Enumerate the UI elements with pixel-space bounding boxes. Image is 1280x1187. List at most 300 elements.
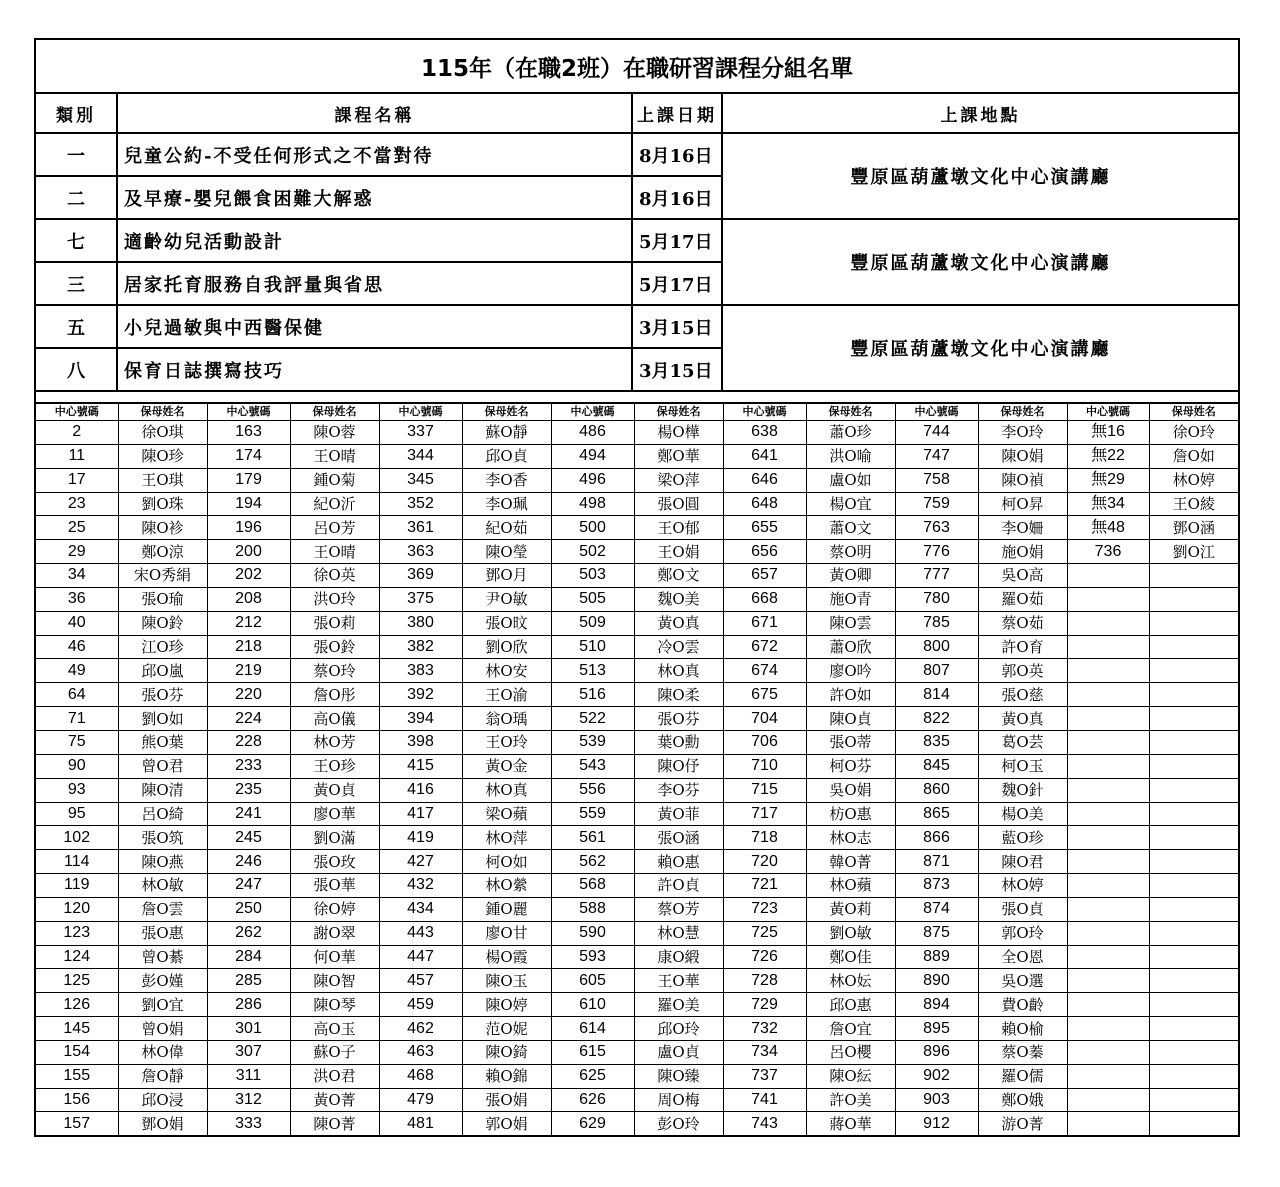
caregiver-code: 398 [379,730,462,754]
caregiver-code: 126 [35,993,118,1017]
table-row [35,945,1239,969]
caregiver-name: 楊O樺 [634,421,723,445]
caregiver-name: 廖O甘 [462,921,551,945]
caregiver-code [1067,945,1149,969]
table-row [35,659,1239,683]
caregiver-name: 施O青 [806,587,895,611]
roster-header-name: 保母姓名 [462,403,551,421]
caregiver-code: 285 [207,969,290,993]
caregiver-code: 363 [379,540,462,564]
caregiver-code: 392 [379,683,462,707]
caregiver-name: 劉O滿 [290,826,379,850]
caregiver-code: 657 [723,564,806,588]
caregiver-code: 95 [35,802,118,826]
caregiver-name: 王O晴 [290,444,379,468]
caregiver-name: 詹O雲 [118,897,207,921]
caregiver-code: 443 [379,921,462,945]
table-row [35,969,1239,993]
caregiver-name: 魏O美 [634,587,723,611]
caregiver-code: 220 [207,683,290,707]
caregiver-code: 614 [551,1017,634,1041]
caregiver-name: 王O渝 [462,683,551,707]
caregiver-code [1067,1017,1149,1041]
course-date: 5月17日 [632,262,722,305]
caregiver-code: 717 [723,802,806,826]
course-location: 豐原區葫蘆墩文化中心演講廳 [722,305,1239,391]
caregiver-name [1149,659,1239,683]
course-header-row [35,93,1239,133]
caregiver-code: 873 [895,874,978,898]
caregiver-name: 劉O敏 [806,921,895,945]
caregiver-code: 23 [35,492,118,516]
caregiver-name: 江O珍 [118,635,207,659]
caregiver-code [1067,611,1149,635]
caregiver-code: 875 [895,921,978,945]
caregiver-code: 672 [723,635,806,659]
roster-header-name: 保母姓名 [978,403,1067,421]
caregiver-code: 212 [207,611,290,635]
caregiver-name: 張O玫 [290,850,379,874]
caregiver-code: 732 [723,1017,806,1041]
caregiver-code: 822 [895,707,978,731]
caregiver-name [1149,1017,1239,1041]
course-location: 豐原區葫蘆墩文化中心演講廳 [722,219,1239,305]
course-date: 8月16日 [632,133,722,176]
caregiver-name: 林O敏 [118,874,207,898]
caregiver-code: 312 [207,1088,290,1112]
caregiver-code [1067,874,1149,898]
caregiver-name: 韓O菁 [806,850,895,874]
table-row [35,1064,1239,1088]
caregiver-name: 邱O浸 [118,1088,207,1112]
caregiver-code: 333 [207,1112,290,1136]
caregiver-code: 無29 [1067,468,1149,492]
caregiver-code: 75 [35,730,118,754]
caregiver-code: 625 [551,1064,634,1088]
caregiver-code: 93 [35,778,118,802]
caregiver-code: 845 [895,754,978,778]
caregiver-name: 詹O靜 [118,1064,207,1088]
caregiver-name: 范O妮 [462,1017,551,1041]
course-row [35,133,1239,176]
caregiver-code [1067,850,1149,874]
caregiver-code: 894 [895,993,978,1017]
caregiver-name: 黃O金 [462,754,551,778]
caregiver-code: 468 [379,1064,462,1088]
caregiver-code: 588 [551,897,634,921]
caregiver-code: 34 [35,564,118,588]
caregiver-code: 352 [379,492,462,516]
caregiver-name: 羅O茹 [978,587,1067,611]
caregiver-name: 洪O玲 [290,587,379,611]
caregiver-code: 593 [551,945,634,969]
table-row [35,611,1239,635]
caregiver-code: 668 [723,587,806,611]
caregiver-code: 154 [35,1040,118,1064]
caregiver-name [1149,683,1239,707]
caregiver-code: 40 [35,611,118,635]
caregiver-code: 284 [207,945,290,969]
caregiver-name: 費O齡 [978,993,1067,1017]
caregiver-name: 張O圓 [634,492,723,516]
course-date: 5月17日 [632,219,722,262]
caregiver-name: 劉O江 [1149,540,1239,564]
caregiver-name: 柯O如 [462,850,551,874]
caregiver-name: 吳O高 [978,564,1067,588]
caregiver-name: 魏O針 [978,778,1067,802]
caregiver-name: 陳O玉 [462,969,551,993]
caregiver-name: 王O珍 [290,754,379,778]
caregiver-name: 詹O彤 [290,683,379,707]
table-row [35,444,1239,468]
caregiver-name [1149,945,1239,969]
caregiver-code: 655 [723,516,806,540]
caregiver-code: 145 [35,1017,118,1041]
caregiver-name: 張O鈴 [290,635,379,659]
caregiver-name: 冷O雲 [634,635,723,659]
roster-header-code: 中心號碼 [551,403,634,421]
caregiver-code: 510 [551,635,634,659]
caregiver-code: 156 [35,1088,118,1112]
caregiver-name [1149,1064,1239,1088]
caregiver-code: 503 [551,564,634,588]
caregiver-code: 704 [723,707,806,731]
caregiver-name: 張O涵 [634,826,723,850]
caregiver-code: 71 [35,707,118,731]
caregiver-code: 123 [35,921,118,945]
caregiver-name: 邱O惠 [806,993,895,1017]
caregiver-code: 500 [551,516,634,540]
caregiver-code [1067,993,1149,1017]
caregiver-code: 29 [35,540,118,564]
caregiver-name: 柯O玉 [978,754,1067,778]
roster-header-code: 中心號碼 [379,403,462,421]
caregiver-name: 林O縈 [462,874,551,898]
caregiver-code: 896 [895,1040,978,1064]
caregiver-name: 林O真 [634,659,723,683]
caregiver-name: 陳O清 [118,778,207,802]
caregiver-code [1067,635,1149,659]
caregiver-code: 509 [551,611,634,635]
caregiver-name: 賴O榆 [978,1017,1067,1041]
page-title: 115年（在職2班）在職研習課程分組名單 [35,39,1239,93]
caregiver-code: 513 [551,659,634,683]
caregiver-name: 陳O鈴 [118,611,207,635]
table-row [35,1112,1239,1136]
caregiver-code: 無22 [1067,444,1149,468]
caregiver-code: 479 [379,1088,462,1112]
caregiver-code: 459 [379,993,462,1017]
caregiver-name: 王O晴 [290,540,379,564]
caregiver-name: 高O儀 [290,707,379,731]
caregiver-code: 559 [551,802,634,826]
caregiver-code: 481 [379,1112,462,1136]
caregiver-code: 871 [895,850,978,874]
caregiver-name: 張O惠 [118,921,207,945]
caregiver-code: 706 [723,730,806,754]
caregiver-name: 柯O芬 [806,754,895,778]
caregiver-name: 林O蘋 [806,874,895,898]
caregiver-code: 671 [723,611,806,635]
caregiver-code: 743 [723,1112,806,1136]
caregiver-name: 王O華 [634,969,723,993]
course-date: 3月15日 [632,305,722,348]
caregiver-code: 416 [379,778,462,802]
caregiver-name: 鄧O月 [462,564,551,588]
course-category: 八 [35,348,117,391]
caregiver-code: 903 [895,1088,978,1112]
caregiver-code: 200 [207,540,290,564]
caregiver-name: 邱O嵐 [118,659,207,683]
caregiver-name [1149,969,1239,993]
caregiver-name: 張O蒂 [806,730,895,754]
caregiver-code: 17 [35,468,118,492]
caregiver-name: 陳O琴 [290,993,379,1017]
caregiver-name: 郭O娟 [462,1112,551,1136]
caregiver-code: 737 [723,1064,806,1088]
caregiver-name: 黃O菲 [634,802,723,826]
caregiver-code: 874 [895,897,978,921]
caregiver-name: 蘇O靜 [462,421,551,445]
caregiver-name: 洪O喻 [806,444,895,468]
roster-header-code: 中心號碼 [723,403,806,421]
caregiver-name: 李O珮 [462,492,551,516]
caregiver-code: 729 [723,993,806,1017]
caregiver-code: 無48 [1067,516,1149,540]
caregiver-code: 626 [551,1088,634,1112]
caregiver-name: 施O娟 [978,540,1067,564]
caregiver-name: 盧O如 [806,468,895,492]
caregiver-code: 522 [551,707,634,731]
caregiver-code [1067,707,1149,731]
caregiver-name: 陳O伃 [634,754,723,778]
caregiver-code: 889 [895,945,978,969]
caregiver-code: 157 [35,1112,118,1136]
caregiver-code [1067,1040,1149,1064]
roster-header-code: 中心號碼 [1067,403,1149,421]
caregiver-code: 556 [551,778,634,802]
caregiver-name: 陳O禎 [978,468,1067,492]
roster-header-code: 中心號碼 [207,403,290,421]
caregiver-code: 219 [207,659,290,683]
caregiver-name: 鄭O涼 [118,540,207,564]
caregiver-code: 638 [723,421,806,445]
caregiver-code: 741 [723,1088,806,1112]
caregiver-code: 800 [895,635,978,659]
caregiver-code: 262 [207,921,290,945]
caregiver-code: 776 [895,540,978,564]
caregiver-code: 233 [207,754,290,778]
caregiver-code: 無16 [1067,421,1149,445]
caregiver-code: 155 [35,1064,118,1088]
caregiver-name: 蕭O欣 [806,635,895,659]
caregiver-name [1149,874,1239,898]
caregiver-code: 463 [379,1040,462,1064]
caregiver-code: 462 [379,1017,462,1041]
caregiver-name [1149,707,1239,731]
caregiver-code: 494 [551,444,634,468]
caregiver-name [1149,754,1239,778]
caregiver-name: 宋O秀絹 [118,564,207,588]
header-course: 課程名稱 [117,93,632,133]
caregiver-name: 彭O玲 [634,1112,723,1136]
caregiver-name: 游O菁 [978,1112,1067,1136]
table-row [35,707,1239,731]
caregiver-code [1067,969,1149,993]
caregiver-code: 605 [551,969,634,993]
caregiver-name: 彭O嫤 [118,969,207,993]
caregiver-code: 11 [35,444,118,468]
caregiver-code [1067,826,1149,850]
caregiver-name: 郭O英 [978,659,1067,683]
course-category: 一 [35,133,117,176]
table-row [35,921,1239,945]
table-row [35,492,1239,516]
caregiver-name: 許O如 [806,683,895,707]
caregiver-name: 陳O瑩 [462,540,551,564]
caregiver-code: 656 [723,540,806,564]
caregiver-name: 林O萍 [462,826,551,850]
caregiver-name: 鄧O涵 [1149,516,1239,540]
caregiver-name: 張O瑜 [118,587,207,611]
caregiver-code: 361 [379,516,462,540]
caregiver-name: 賴O惠 [634,850,723,874]
caregiver-code: 539 [551,730,634,754]
caregiver-code: 744 [895,421,978,445]
caregiver-code: 36 [35,587,118,611]
caregiver-name: 陳O雲 [806,611,895,635]
header-location: 上課地點 [722,93,1239,133]
caregiver-name: 羅O儒 [978,1064,1067,1088]
course-name: 小兒過敏與中西醫保健 [117,305,632,348]
caregiver-name [1149,635,1239,659]
caregiver-code: 235 [207,778,290,802]
caregiver-code: 866 [895,826,978,850]
caregiver-code: 674 [723,659,806,683]
caregiver-code: 759 [895,492,978,516]
table-row [35,874,1239,898]
caregiver-name: 康O緞 [634,945,723,969]
caregiver-code: 383 [379,659,462,683]
caregiver-code: 505 [551,587,634,611]
caregiver-code [1067,659,1149,683]
caregiver-name: 李O玲 [978,421,1067,445]
caregiver-name: 蕭O文 [806,516,895,540]
caregiver-code [1067,921,1149,945]
caregiver-name: 楊O霞 [462,945,551,969]
caregiver-name: 林O婷 [978,874,1067,898]
caregiver-name: 陳O蓉 [290,421,379,445]
caregiver-code: 646 [723,468,806,492]
caregiver-code: 90 [35,754,118,778]
caregiver-name: 賴O錦 [462,1064,551,1088]
caregiver-code: 301 [207,1017,290,1041]
caregiver-name: 王O玲 [462,730,551,754]
caregiver-name [1149,1040,1239,1064]
table-row [35,587,1239,611]
caregiver-code: 228 [207,730,290,754]
caregiver-code: 561 [551,826,634,850]
caregiver-name: 柯O昇 [978,492,1067,516]
caregiver-code: 196 [207,516,290,540]
caregiver-name: 陳O燕 [118,850,207,874]
caregiver-code: 785 [895,611,978,635]
caregiver-code: 835 [895,730,978,754]
caregiver-name: 周O梅 [634,1088,723,1112]
course-date: 8月16日 [632,176,722,219]
caregiver-name: 洪O君 [290,1064,379,1088]
caregiver-name: 盧O貞 [634,1040,723,1064]
table-row [35,540,1239,564]
caregiver-code: 163 [207,421,290,445]
caregiver-name: 鍾O麗 [462,897,551,921]
caregiver-code: 2 [35,421,118,445]
caregiver-code: 419 [379,826,462,850]
caregiver-code [1067,802,1149,826]
caregiver-code: 895 [895,1017,978,1041]
caregiver-name: 林O真 [462,778,551,802]
caregiver-name: 黃O真 [978,707,1067,731]
course-category: 七 [35,219,117,262]
caregiver-name: 詹O宜 [806,1017,895,1041]
caregiver-code: 814 [895,683,978,707]
caregiver-name: 許O貞 [634,874,723,898]
caregiver-code: 723 [723,897,806,921]
caregiver-name: 高O玉 [290,1017,379,1041]
table-row [35,754,1239,778]
caregiver-name: 曾O綦 [118,945,207,969]
caregiver-name: 張O芬 [118,683,207,707]
caregiver-code: 208 [207,587,290,611]
caregiver-name: 張O筑 [118,826,207,850]
table-row [35,1088,1239,1112]
course-date: 3月15日 [632,348,722,391]
caregiver-name: 蔡O玲 [290,659,379,683]
caregiver-name: 呂O芳 [290,516,379,540]
caregiver-code: 119 [35,874,118,898]
caregiver-name: 紀O沂 [290,492,379,516]
course-row [35,219,1239,262]
course-table [34,38,1240,402]
caregiver-code: 179 [207,468,290,492]
table-row [35,635,1239,659]
caregiver-code: 246 [207,850,290,874]
caregiver-name: 葛O芸 [978,730,1067,754]
caregiver-name: 紀O茹 [462,516,551,540]
caregiver-name: 郭O玲 [978,921,1067,945]
course-name: 適齡幼兒活動設計 [117,219,632,262]
roster-sheet [34,38,1238,1137]
caregiver-name [1149,802,1239,826]
caregiver-name: 劉O欣 [462,635,551,659]
caregiver-code: 218 [207,635,290,659]
caregiver-code: 345 [379,468,462,492]
caregiver-name: 林O婷 [1149,468,1239,492]
caregiver-code: 562 [551,850,634,874]
caregiver-code: 25 [35,516,118,540]
caregiver-roster-table [34,402,1240,1137]
caregiver-name [1149,850,1239,874]
caregiver-code: 725 [723,921,806,945]
caregiver-name [1149,587,1239,611]
caregiver-name: 許O育 [978,635,1067,659]
caregiver-name: 鄭O娥 [978,1088,1067,1112]
caregiver-code: 721 [723,874,806,898]
caregiver-code [1067,1064,1149,1088]
caregiver-name: 陳O袗 [118,516,207,540]
caregiver-code: 114 [35,850,118,874]
caregiver-name: 蔡O芳 [634,897,723,921]
